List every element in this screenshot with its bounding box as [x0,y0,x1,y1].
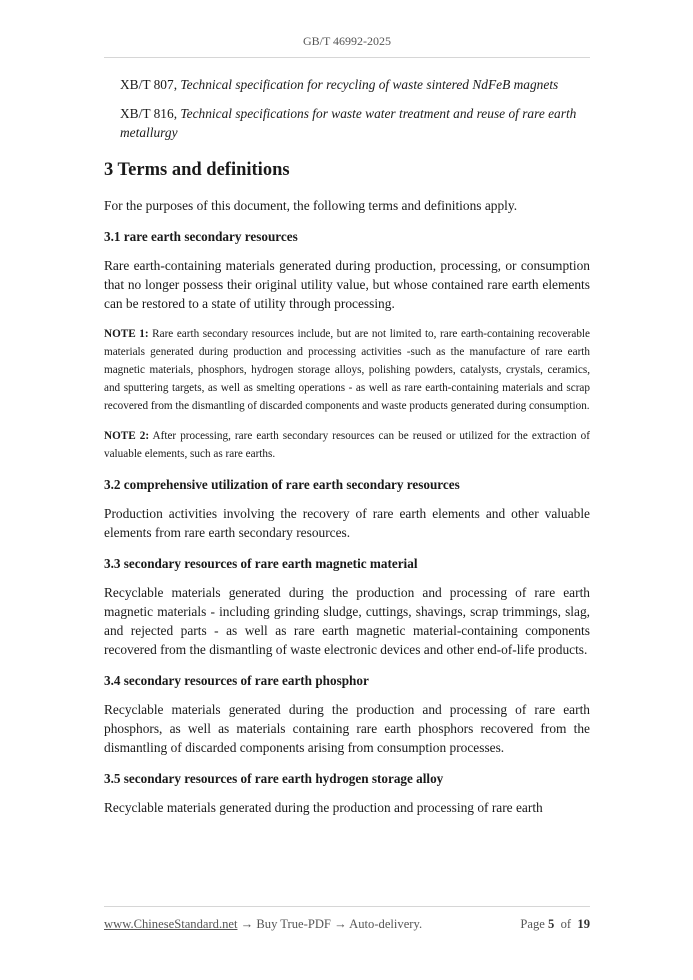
reference-code: XB/T 816, [120,106,178,121]
term-definition: Rare earth-containing materials generated during production, processing, or consumption that no longer possess their original utility value, but whose contained rare earth elements can be restored to a state of utility through processing. [104,258,590,311]
section-heading: 3 Terms and definitions [104,160,290,180]
reference-code: XB/T 807, [120,77,178,92]
arrow-icon: → [237,917,257,931]
running-header: GB/T 46992-2025 [302,34,392,48]
footer-promo [104,917,422,932]
of-label: of [560,917,572,931]
normative-reference [120,104,590,142]
term-definition: Recyclable materials generated during the production and processing of rare earth phosphors, as well as materials containing rare earth phosphors recovered from the dismantling of discarded components arising from consumption processes. [104,702,590,755]
term-definition: Recyclable materials generated during the production and processing of rare earth magnetic materials - including grinding sludge, cuttings, shavings, scrap trimmings, slag, and rejected parts - as well as rare earth magnetic material-containing components recovered from the dismantling of waste electronic devices and other end-of-life products. [104,585,590,657]
note-label: NOTE 1: [104,328,149,340]
term-definition: Recyclable materials generated during the production and processing of rare earth [104,800,543,815]
term-note [104,325,590,415]
term-heading: 3.5 secondary resources of rare earth hydrogen storage alloy [104,771,444,786]
term-heading: 3.3 secondary resources of rare earth magnetic material [104,556,418,571]
page-label: Page [520,917,545,931]
page-current: 5 [548,917,555,931]
reference-title: Technical specifications for waste water treatment and reuse of rare earth metallurgy [120,106,577,140]
note-text: After processing, rare earth secondary resources can be reused or utilized for the extraction of valuable elements, such as rare earths. [104,430,590,460]
reference-title: Technical specification for recycling of waste sintered NdFeB magnets [180,77,559,92]
page-number [520,917,590,932]
footer-divider [104,906,590,907]
section-intro: For the purposes of this document, the following terms and definitions apply. [104,198,518,213]
page-total: 19 [577,917,590,931]
site-link[interactable]: www.ChineseStandard.net [104,917,238,931]
delivery-text: Auto-delivery. [349,917,423,931]
normative-reference [120,75,590,94]
term-heading: 3.2 comprehensive utilization of rare earth secondary resources [104,477,460,492]
note-label: NOTE 2: [104,430,150,442]
arrow-icon: → [330,917,350,931]
term-note [104,427,590,463]
note-text: Rare earth secondary resources include, but are not limited to, rare earth-containing recoverable materials generated during production and processing activities -such as the manufacture of rare earth magnetic materials, phosphors, hydrogen storage alloys, polishing powders, catalysts, crystals, ceramics, and sputtering targets, as well as smelting operations - as well as rare earth-containing materials and scrap recovered from the dismantling of discarded components and waste products generated during consumption. [104,328,590,412]
term-heading: 3.4 secondary resources of rare earth phosphor [104,673,369,688]
header-divider [104,57,590,58]
term-heading: 3.1 rare earth secondary resources [104,229,298,244]
page-content [104,75,590,829]
buy-link[interactable]: Buy True-PDF [256,917,331,931]
term-definition: Production activities involving the recovery of rare earth elements and other valuable elements from rare earth secondary resources. [104,506,590,540]
